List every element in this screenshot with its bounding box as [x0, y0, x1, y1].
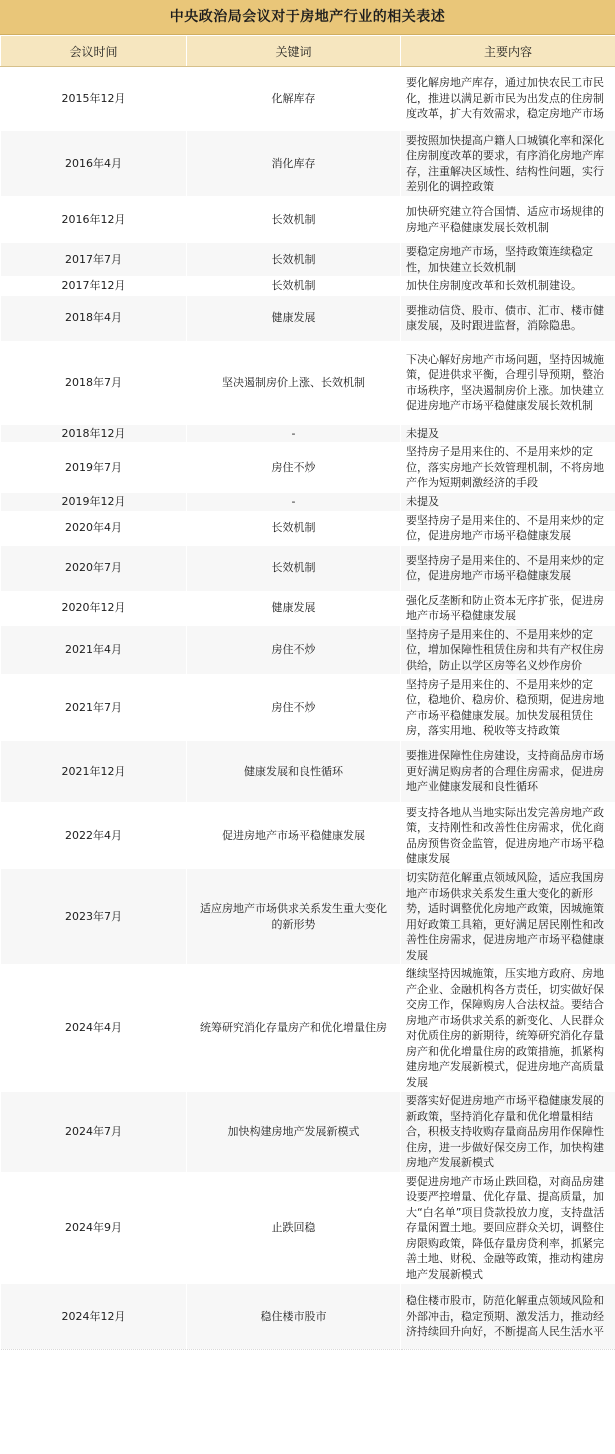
row-keyword: - — [187, 424, 401, 443]
row-keyword: 统筹研究消化存量房产和优化增量住房 — [187, 965, 401, 1092]
table-row — [1, 1092, 615, 1173]
row-date: 2018年7月 — [1, 341, 187, 424]
row-keyword: 长效机制 — [187, 197, 401, 243]
row-date: 2024年9月 — [1, 1172, 187, 1284]
row-date: 2016年12月 — [1, 197, 187, 243]
row-keyword: 健康发展 — [187, 295, 401, 341]
table-row — [1, 1284, 615, 1350]
row-content: 要促进房地产市场止跌回稳，对商品房建设要严控增量、优化存量、提高质量，加大“白名单”项目贷款投放力度，支持盘活存量闲置土地。要回应群众关切，调整住房限购政策，降低存量房贷利率，抓紧完善土地、财税、金融等政策，推动构建房地产发展新模式 — [401, 1172, 615, 1284]
table-row — [1, 493, 615, 512]
row-date: 2024年12月 — [1, 1284, 187, 1350]
table-row — [1, 675, 615, 741]
table-row — [1, 965, 615, 1092]
row-keyword: 长效机制 — [187, 511, 401, 545]
row-keyword: 促进房地产市场平稳健康发展 — [187, 803, 401, 869]
row-keyword: 房住不炒 — [187, 675, 401, 741]
header-keyword: 关键词 — [187, 36, 401, 67]
table-row — [1, 67, 615, 131]
row-content: 要推进保障性住房建设，支持商品房市场更好满足购房者的合理住房需求，促进房地产业健康发展和良性循环 — [401, 741, 615, 803]
row-date: 2019年12月 — [1, 493, 187, 512]
header-date: 会议时间 — [1, 36, 187, 67]
row-keyword: 稳住楼市股市 — [187, 1284, 401, 1350]
row-date: 2024年7月 — [1, 1092, 187, 1173]
row-date: 2018年12月 — [1, 424, 187, 443]
table-row — [1, 511, 615, 545]
policy-table — [0, 35, 615, 1350]
row-keyword: 适应房地产市场供求关系发生重大变化的新形势 — [187, 869, 401, 965]
row-date: 2022年4月 — [1, 803, 187, 869]
row-date: 2020年12月 — [1, 591, 187, 625]
table-row — [1, 869, 615, 965]
row-content: 切实防范化解重点领域风险，适应我国房地产市场供求关系发生重大变化的新形势，适时调整优化房地产政策，因城施策用好政策工具箱，更好满足居民刚性和改善性住房需求，促进房地产市场平稳健康发展 — [401, 869, 615, 965]
table-row — [1, 591, 615, 625]
row-content: 要坚持房子是用来住的、不是用来炒的定位，促进房地产市场平稳健康发展 — [401, 511, 615, 545]
row-keyword: 长效机制 — [187, 545, 401, 591]
row-keyword: 健康发展 — [187, 591, 401, 625]
row-date: 2017年12月 — [1, 277, 187, 296]
row-date: 2020年4月 — [1, 511, 187, 545]
row-keyword: 止跌回稳 — [187, 1172, 401, 1284]
row-keyword: 长效机制 — [187, 243, 401, 277]
row-content: 未提及 — [401, 424, 615, 443]
table-row — [1, 277, 615, 296]
table-row — [1, 625, 615, 675]
row-keyword: 坚决遏制房价上涨、长效机制 — [187, 341, 401, 424]
row-date: 2019年7月 — [1, 443, 187, 493]
header-content: 主要内容 — [401, 36, 615, 67]
row-content: 坚持房子是用来住的、不是用来炒的定位，增加保障性租赁住房和共有产权住房供给，防止以学区房等名义炒作房价 — [401, 625, 615, 675]
row-content: 下决心解好房地产市场问题，坚持因城施策，促进供求平衡，合理引导预期，整治市场秩序，坚决遏制房价上涨。加快建立促进房地产市场平稳健康发展长效机制 — [401, 341, 615, 424]
row-content: 加快研究建立符合国情、适应市场规律的房地产平稳健康发展长效机制 — [401, 197, 615, 243]
table-row — [1, 424, 615, 443]
row-date: 2018年4月 — [1, 295, 187, 341]
table-row — [1, 243, 615, 277]
row-content: 要坚持房子是用来住的、不是用来炒的定位，促进房地产市场平稳健康发展 — [401, 545, 615, 591]
row-content: 要支持各地从当地实际出发完善房地产政策，支持刚性和改善性住房需求，优化商品房预售资金监管，促进房地产市场平稳健康发展 — [401, 803, 615, 869]
row-keyword: 长效机制 — [187, 277, 401, 296]
row-content: 继续坚持因城施策，压实地方政府、房地产企业、金融机构各方责任，切实做好保交房工作，保障购房人合法权益。要结合房地产市场供求关系的新变化、人民群众对优质住房的新期待，统筹研究消化存量房产和优化增量住房的政策措施，抓紧构建房地产发展新模式，促进房地产高质量发展 — [401, 965, 615, 1092]
table-title: 中央政治局会议对于房地产行业的相关表述 — [0, 0, 615, 35]
table-row — [1, 341, 615, 424]
table-row — [1, 1172, 615, 1284]
row-date: 2016年4月 — [1, 131, 187, 197]
row-content: 要推动信贷、股市、债市、汇市、楼市健康发展，及时跟进监督，消除隐患。 — [401, 295, 615, 341]
row-content: 强化反垄断和防止资本无序扩张，促进房地产市场平稳健康发展 — [401, 591, 615, 625]
row-content: 要落实好促进房地产市场平稳健康发展的新政策，坚持消化存量和优化增量相结合，积极支持收购存量商品房用作保障性住房，进一步做好保交房工作，加快构建房地产发展新模式 — [401, 1092, 615, 1173]
table-row — [1, 803, 615, 869]
row-date: 2015年12月 — [1, 67, 187, 131]
row-keyword: 化解库存 — [187, 67, 401, 131]
row-date: 2021年4月 — [1, 625, 187, 675]
row-content: 要稳定房地产市场，坚持政策连续稳定性，加快建立长效机制 — [401, 243, 615, 277]
row-content: 要按照加快提高户籍人口城镇化率和深化住房制度改革的要求，有序消化房地产库存，注重解决区域性、结构性问题，实行差别化的调控政策 — [401, 131, 615, 197]
row-keyword: 房住不炒 — [187, 625, 401, 675]
row-keyword: 健康发展和良性循环 — [187, 741, 401, 803]
row-content: 加快住房制度改革和长效机制建设。 — [401, 277, 615, 296]
row-date: 2020年7月 — [1, 545, 187, 591]
row-content: 要化解房地产库存，通过加快农民工市民化，推进以满足新市民为出发点的住房制度改革，扩大有效需求，稳定房地产市场 — [401, 67, 615, 131]
row-date: 2024年4月 — [1, 965, 187, 1092]
row-content: 坚持房子是用来住的、不是用来炒的定位，稳地价、稳房价、稳预期，促进房地产市场平稳健康发展。加快发展租赁住房，落实用地、税收等支持政策 — [401, 675, 615, 741]
row-keyword: 消化库存 — [187, 131, 401, 197]
row-content: 坚持房子是用来住的、不是用来炒的定位，落实房地产长效管理机制，不将房地产作为短期刺激经济的手段 — [401, 443, 615, 493]
table-row — [1, 295, 615, 341]
row-content: 未提及 — [401, 493, 615, 512]
table-row — [1, 131, 615, 197]
table-row — [1, 197, 615, 243]
row-date: 2021年7月 — [1, 675, 187, 741]
row-keyword: - — [187, 493, 401, 512]
table-row — [1, 741, 615, 803]
row-content: 稳住楼市股市，防范化解重点领域风险和外部冲击，稳定预期、激发活力，推动经济持续回升向好，不断提高人民生活水平 — [401, 1284, 615, 1350]
table-row — [1, 443, 615, 493]
row-keyword: 房住不炒 — [187, 443, 401, 493]
row-date: 2023年7月 — [1, 869, 187, 965]
header-row — [1, 36, 615, 67]
table-row — [1, 545, 615, 591]
row-keyword: 加快构建房地产发展新模式 — [187, 1092, 401, 1173]
row-date: 2017年7月 — [1, 243, 187, 277]
row-date: 2021年12月 — [1, 741, 187, 803]
